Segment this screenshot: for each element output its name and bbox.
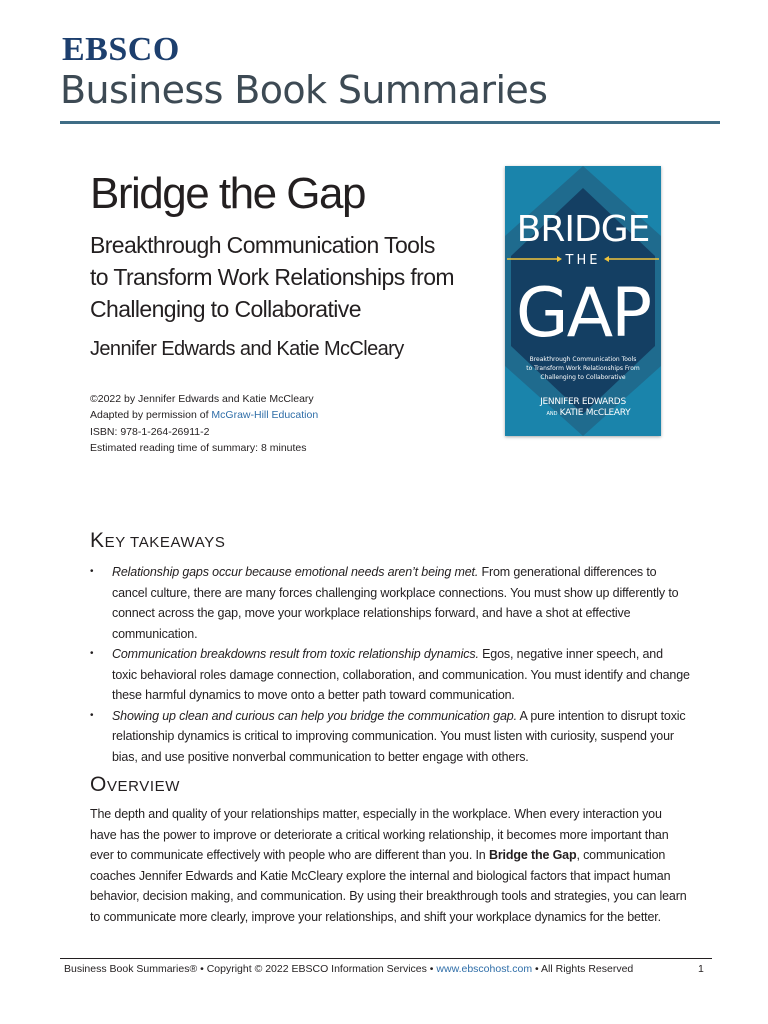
bullet-icon: •: [90, 566, 94, 577]
heading-initial: O: [90, 773, 107, 796]
takeaway-item: [90, 706, 690, 768]
cover-word-the: THE: [565, 253, 601, 268]
takeaway-text: From generational differences to cancel culture, there are many forces challenging workplace connections. You must show up differently to connect across the gap, move your workplace relationships forward, and have a shot at effective communication.: [112, 565, 679, 641]
footer-suffix: • All Rights Reserved: [532, 963, 634, 975]
takeaway-item: [90, 562, 690, 644]
heading-rest: EY TAKEAWAYS: [104, 534, 226, 551]
copyright-line: ©2022 by Jennifer Edwards and Katie McCleary: [90, 393, 314, 405]
book-cover-art: [505, 166, 661, 436]
takeaway-item: [90, 644, 690, 706]
page-number: 1: [698, 963, 704, 975]
footer-prefix: Business Book Summaries® • Copyright © 2022 EBSCO Information Services •: [64, 963, 437, 975]
brand-logo: EBSCO: [62, 31, 180, 68]
bullet-icon: •: [90, 648, 94, 659]
takeaway-lead: Showing up clean and curious can help you bridge the communication gap.: [112, 708, 517, 723]
footer-link[interactable]: www.ebscohost.com: [436, 963, 533, 975]
book-meta: [90, 391, 318, 456]
book-authors: Jennifer Edwards and Katie McCleary: [90, 338, 404, 360]
heading-initial: K: [90, 529, 105, 552]
book-cover: [505, 166, 661, 436]
footer-divider: [60, 958, 712, 959]
takeaway-text: Egos, negative inner speech, and toxic behavioral roles damage connection, collaboration, and communication. You must identify and change these harmful dynamics to move onto a better path toward communication.: [112, 647, 690, 702]
isbn-line: ISBN: 978-1-264-26911-2: [90, 425, 210, 438]
overview-paragraph: [90, 804, 690, 927]
overview-text-2: , communication coaches Jennifer Edwards and Katie McCleary explore the internal and biological factors that impact human behavior, decision making, and communication. By using their breakthrough tools and strategies, you can learn to communicate more clearly, improve your relationships, and shift your workplace dynamics for the better.: [90, 848, 687, 924]
takeaway-text: A pure intention to disrupt toxic relationship dynamics is critical to improving communication. You must listen with curiosity, suspend your bias, and use positive nonverbal communication to better engage with others.: [112, 708, 686, 764]
adapted-line: [90, 407, 318, 423]
publisher-link[interactable]: McGraw-Hill Education: [211, 409, 319, 422]
overview-book-title: Bridge the Gap: [488, 848, 577, 862]
book-subtitle: [90, 229, 490, 325]
cover-author-and: AND: [546, 411, 558, 417]
book-title: Bridge the Gap: [90, 169, 365, 218]
overview-heading: [90, 774, 180, 795]
header-divider: [60, 121, 720, 124]
key-takeaways-heading: [90, 530, 225, 551]
heading-rest: VERVIEW: [106, 778, 181, 795]
takeaway-lead: Communication breakdowns result from toxic relationship dynamics.: [112, 647, 479, 661]
bullet-icon: •: [90, 709, 94, 721]
cover-word-bridge: BRIDGE: [516, 209, 650, 250]
subtitle-line: Challenging to Collaborative: [90, 296, 361, 322]
subtitle-line: to Transform Work Relationships from: [90, 264, 454, 290]
overview-text-1: The depth and quality of your relationships matter, especially in the workplace. When every interaction you have has the power to improve or deteriorate a critical working relationship, it becomes more important than ever to communicate effectively with people who are different than you. In: [90, 807, 669, 862]
cover-tagline-line: to Transform Work Relationships From: [526, 365, 640, 372]
cover-author-2: KATIE McCLEARY: [559, 408, 631, 418]
cover-tagline-line: Breakthrough Communication Tools: [529, 356, 637, 363]
reading-time-line: Estimated reading time of summary: 8 minutes: [90, 441, 307, 454]
cover-author-1: JENNIFER EDWARDS: [540, 397, 626, 407]
series-title: Business Book Summaries: [60, 68, 548, 112]
adapted-prefix: Adapted by permission of: [90, 409, 212, 422]
subtitle-line: Breakthrough Communication Tools: [90, 232, 435, 258]
key-takeaways-list: [90, 562, 690, 767]
footer-text: [64, 963, 633, 975]
cover-tagline-line: Challenging to Collaborative: [540, 374, 626, 381]
cover-word-gap: GAP: [515, 274, 651, 353]
takeaway-lead: Relationship gaps occur because emotional needs aren’t being met.: [112, 565, 479, 579]
